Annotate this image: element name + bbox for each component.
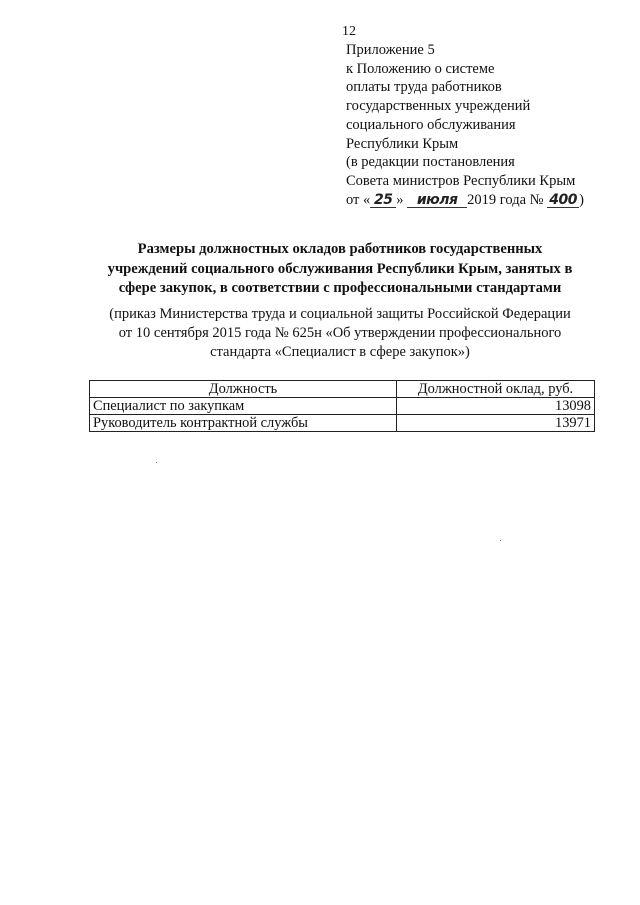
appendix-header: [346, 41, 606, 209]
appendix-line: к Положению о системе: [346, 60, 495, 77]
date-mid: »: [396, 191, 404, 208]
title-line: сфере закупок, в соответствии с профессиональными стандартами: [118, 280, 562, 296]
column-header-salary: Должностной оклад, руб.: [397, 381, 595, 398]
salary-cell: 13971: [397, 415, 595, 432]
handwritten-month: июля: [407, 193, 467, 208]
date-prefix: от «: [346, 191, 371, 208]
appendix-date-line: [346, 191, 606, 210]
page-number: 12: [342, 24, 356, 39]
appendix-line: Приложение 5: [346, 42, 435, 58]
appendix-line: социального обслуживания: [346, 116, 516, 133]
appendix-line: оплаты труда работников: [346, 79, 502, 96]
table-row: [90, 415, 595, 432]
appendix-line: Республики Крым: [346, 135, 459, 152]
handwritten-number: 400: [547, 193, 579, 208]
title-line: Размеры должностных окладов работников государственных: [137, 241, 543, 257]
salary-table: [89, 380, 595, 432]
salary-cell: 13098: [397, 398, 595, 415]
table-row: [90, 398, 595, 415]
subtitle-line: стандарта «Специалист в сфере закупок»): [210, 344, 470, 360]
table-header-row: [90, 381, 595, 398]
position-cell: Специалист по закупкам: [90, 398, 397, 415]
appendix-line: (в редакции постановления: [346, 154, 515, 171]
document-subtitle: [85, 305, 595, 362]
scan-speck: [500, 540, 501, 541]
handwritten-day: 25: [370, 193, 396, 208]
subtitle-line: (приказ Министерства труда и социальной защиты Российской Федерации: [109, 306, 571, 322]
date-year: 2019 года №: [467, 191, 544, 208]
position-cell: Руководитель контрактной службы: [90, 415, 397, 432]
title-line: учреждений социального обслуживания Республики Крым, занятых в: [107, 260, 573, 277]
document-title: [90, 240, 590, 299]
date-suffix: ): [579, 191, 584, 208]
column-header-position: Должность: [90, 381, 397, 398]
subtitle-line: от 10 сентября 2015 года № 625н «Об утверждении профессионального: [118, 325, 562, 341]
scan-speck: [156, 462, 157, 463]
appendix-line: государственных учреждений: [346, 98, 531, 115]
appendix-line: Совета министров Республики Крым: [346, 172, 576, 189]
